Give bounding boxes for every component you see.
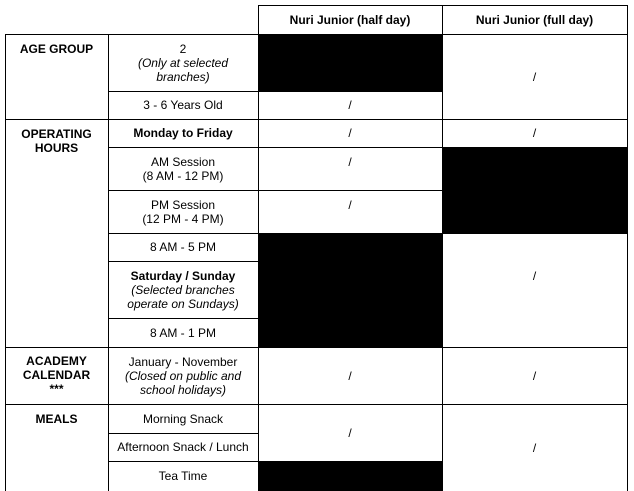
age-2-cell: 2 (Only at selected branches) <box>137 41 229 84</box>
unavailable-cell <box>258 461 442 491</box>
calendar-cell: January - November (Closed on public and school holidays) <box>124 354 242 397</box>
sat-sun-cell: Saturday / Sunday (Selected branches operate on Sundays) <box>127 268 239 311</box>
am-session-cell: AM Session (8 AM - 12 PM) <box>142 154 224 183</box>
check-mark: / <box>532 69 537 84</box>
grid-line <box>5 34 628 35</box>
header-full-day: Nuri Junior (full day) <box>475 12 594 27</box>
grid-line <box>108 91 442 92</box>
grid-line <box>108 34 109 491</box>
grid-line <box>108 318 258 319</box>
grid-line <box>5 119 628 120</box>
mon-fri-cell: Monday to Friday <box>133 126 233 140</box>
operating-hours-label: OPERATING HOURS <box>21 127 92 155</box>
unavailable-cell <box>442 147 627 233</box>
check-mark: / <box>348 155 352 169</box>
morning-snack-cell: Morning Snack <box>142 411 224 426</box>
grid-line <box>5 404 628 405</box>
age-group-label: AGE GROUP <box>19 42 94 56</box>
grid-line <box>108 461 442 462</box>
grid-line <box>5 34 6 491</box>
afternoon-snack-cell: Afternoon Snack / Lunch <box>117 440 249 454</box>
grid-line <box>258 5 259 491</box>
academy-calendar-label: ACADEMY CALENDAR *** <box>22 354 91 396</box>
grid-line <box>442 5 443 491</box>
tea-time-cell: Tea Time <box>158 469 208 483</box>
check-mark: / <box>532 268 537 283</box>
weekend-time-cell: 8 AM - 1 PM <box>149 325 217 340</box>
check-mark: / <box>348 425 352 440</box>
grid-line <box>108 190 442 191</box>
meals-label: MEALS <box>35 412 78 426</box>
grid-line <box>5 347 628 348</box>
header-half-day: Nuri Junior (half day) <box>289 12 411 27</box>
grid-line <box>108 147 628 148</box>
check-mark: / <box>348 98 352 112</box>
check-mark: / <box>532 368 537 383</box>
grid-line <box>108 233 628 234</box>
check-mark: / <box>532 126 537 140</box>
age-3-6-cell: 3 - 6 Years Old <box>143 98 223 112</box>
unavailable-cell <box>258 34 442 91</box>
grid-line <box>108 433 258 434</box>
grid-line <box>108 261 258 262</box>
check-mark: / <box>348 198 352 212</box>
full-time-cell: 8 AM - 5 PM <box>149 240 217 254</box>
check-mark: / <box>532 440 537 455</box>
grid-line <box>627 5 628 491</box>
grid-line <box>258 5 628 6</box>
check-mark: / <box>348 126 352 140</box>
pm-session-cell: PM Session (12 PM - 4 PM) <box>142 197 224 226</box>
unavailable-cell <box>258 233 442 347</box>
check-mark: / <box>348 368 352 383</box>
